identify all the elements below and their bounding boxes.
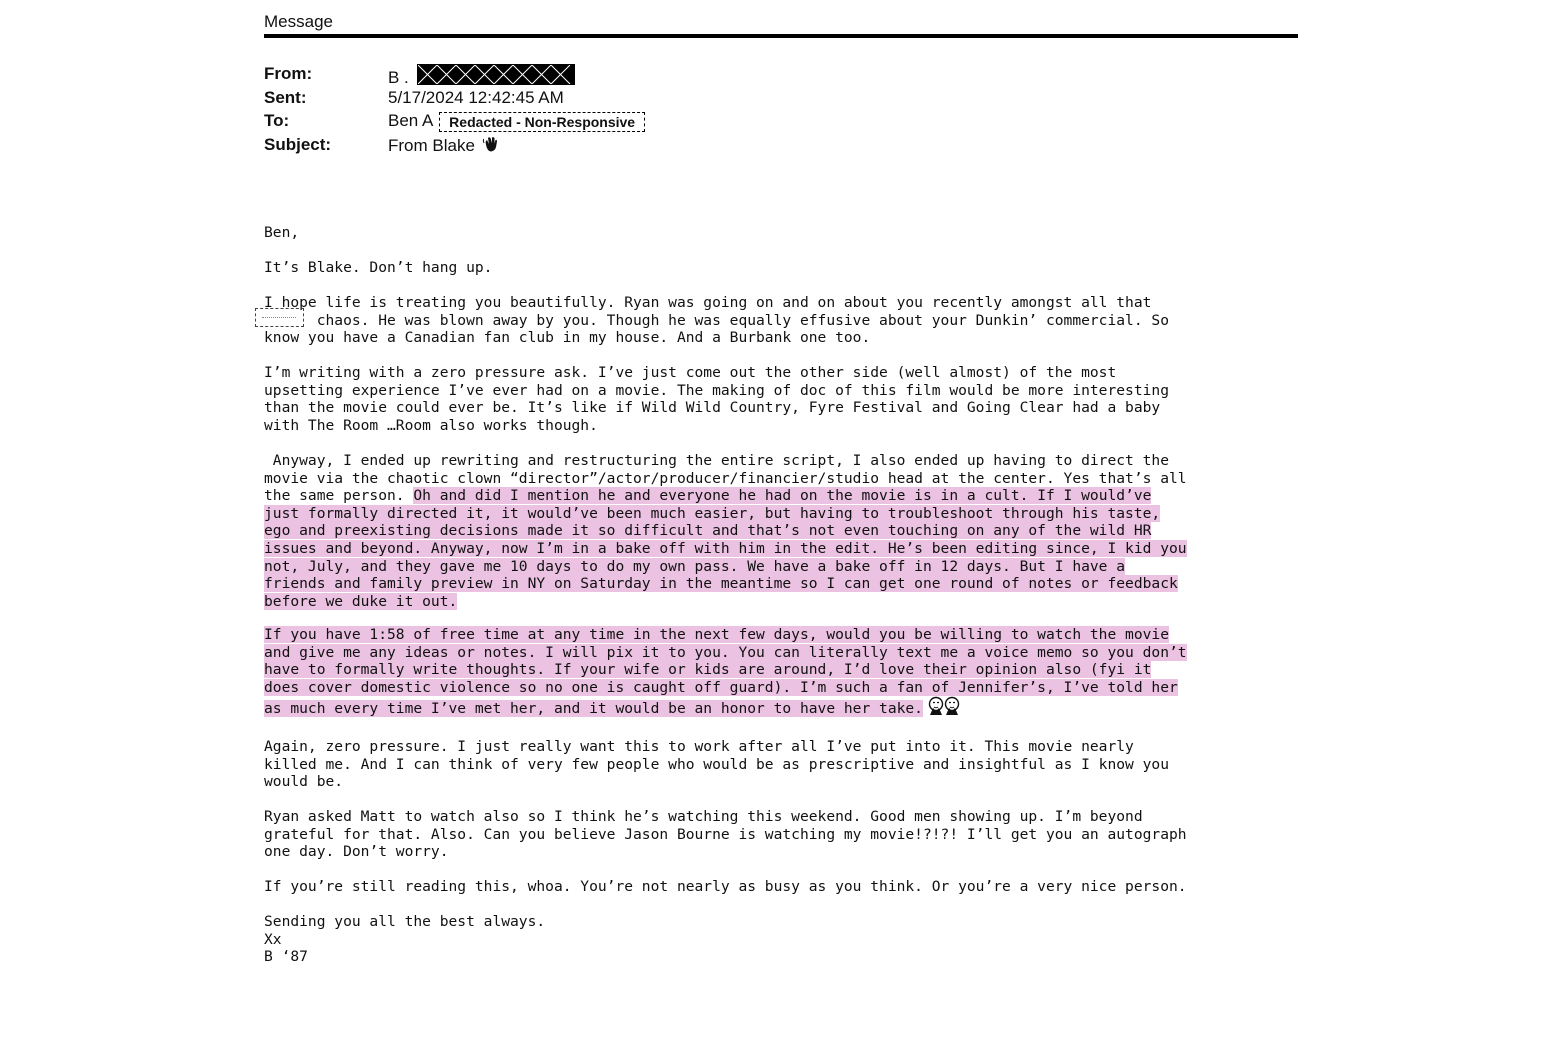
body-line	[264, 661, 1187, 679]
body-line: Xx	[264, 930, 282, 948]
body-line: movie via the chaotic clown “director”/actor/producer/financier/studio head at the center. Yes that’s all	[264, 469, 1187, 487]
paragraph-7	[264, 808, 1187, 861]
body-line	[264, 522, 1187, 540]
paragraph-6	[264, 738, 1169, 791]
waving-hand-icon	[482, 135, 500, 158]
from-label: From:	[264, 64, 313, 83]
body-line	[264, 505, 1187, 523]
body-line: would be.	[264, 773, 344, 791]
sent-label: Sent:	[264, 88, 307, 107]
to-value-text: Ben A	[388, 111, 433, 130]
praying-faces-emoji-icon	[927, 696, 961, 724]
highlighted-text: as much every time I’ve met her, and it would be an honor to have her take.	[264, 700, 923, 718]
redaction-label: Redacted - Non-Responsive	[439, 112, 645, 132]
highlighted-text: before we duke it out.	[264, 592, 458, 610]
subject-value-text: From Blake	[388, 136, 475, 155]
inline-redaction-box	[255, 308, 304, 327]
body-line: If you’re still reading this, whoa. You’re not nearly as busy as you think. Or you’re a very nice person.	[264, 878, 1187, 895]
paragraph-5	[264, 626, 1187, 720]
body-line: Ryan asked Matt to watch also so I think he’s watching this weekend. Good men showing up. I’m beyond	[264, 808, 1143, 825]
highlighted-text: does cover domestic violence so no one is caught off guard). I’m such a fan of Jennifer’s, I’ve told her	[264, 678, 1178, 696]
body-line	[264, 540, 1187, 558]
greeting	[264, 224, 299, 242]
body-line	[264, 644, 1187, 662]
body-line: I’m writing with a zero pressure ask. I’ve just come out the other side (well almost) of the most	[264, 364, 1117, 381]
paragraph-1	[264, 259, 492, 277]
document-label: Message	[264, 12, 333, 31]
closing	[264, 913, 545, 966]
body-line	[264, 593, 1187, 611]
body-line: Again, zero pressure. I just really want this to work after all I’ve put into it. This movie nearly	[264, 738, 1134, 755]
subject-label: Subject:	[264, 135, 332, 154]
body-line: with The Room …Room also works though.	[264, 416, 598, 434]
body-line	[264, 626, 1187, 644]
highlighted-text: have to formally write thoughts. If your wife or kids are around, I’d love their opinion also (fyi it	[264, 661, 1152, 679]
highlighted-text: issues and beyond. Anyway, now I’m in a bake off with him in the edit. He’s been editing since, I kid you	[264, 539, 1187, 557]
highlighted-text: just formally directed it, it would’ve been much easier, but having to troubleshoot through his taste,	[264, 504, 1161, 522]
subject-value	[388, 135, 500, 158]
body-line: know you have a Canadian fan club in my house. And a Burbank one too.	[264, 329, 871, 347]
body-line	[264, 558, 1187, 576]
body-line: I hope life is treating you beautifully. Ryan was going on and on about you recently amongst all that	[264, 294, 1152, 311]
to-value	[388, 111, 645, 132]
body-line: killed me. And I can think of very few people who would be as prescriptive and insightful as I know you	[264, 755, 1169, 773]
body-line: Anyway, I ended up rewriting and restructuring the entire script, I also ended up having to direct the	[264, 452, 1169, 469]
body-line: B ‘87	[264, 948, 308, 966]
body-line: Sending you all the best always.	[264, 913, 546, 930]
highlighted-text: friends and family preview in NY on Saturday in the meantime so I can get one round of notes or feedback	[264, 575, 1178, 593]
body-line: Ben,	[264, 224, 300, 241]
from-value	[388, 64, 575, 88]
body-line: grateful for that. Also. Can you believe Jason Bourne is watching my movie!?!?! I’ll get you an autograph	[264, 825, 1187, 843]
body-line: one day. Don’t worry.	[264, 843, 449, 861]
header-rule	[264, 34, 1298, 38]
body-line: than the movie could ever be. It’s like if Wild Wild Country, Fyre Festival and Going Clear had a baby	[264, 399, 1161, 417]
sent-value: 5/17/2024 12:42:45 AM	[388, 88, 564, 107]
body-line	[264, 575, 1187, 593]
body-line: upsetting experience I’ve ever had on a movie. The making of doc of this film would be more interesting	[264, 381, 1169, 399]
highlighted-text: If you have 1:58 of free time at any time in the next few days, would you be willing to watch the movie	[264, 626, 1169, 643]
from-value-text: B .	[388, 68, 409, 87]
highlighted-text: Oh and did I mention he and everyone he had on the movie is in a cult. If I would’ve	[413, 487, 1152, 505]
body-line	[264, 696, 1187, 720]
body-text-plain: the same person.	[264, 487, 414, 505]
highlighted-text: not, July, and they gave me 10 days to do my own pass. We have a bake off in 12 days. But I have a	[264, 557, 1126, 575]
paragraph-3	[264, 364, 1169, 434]
highlighted-text: ego and preexisting decisions made it so difficult and that’s not even touching on any of the wild HR	[264, 522, 1152, 540]
body-line	[264, 487, 1187, 505]
body-line	[264, 679, 1187, 697]
paragraph-4	[264, 452, 1187, 610]
body-line: It’s Blake. Don’t hang up.	[264, 259, 493, 276]
paragraph-2	[264, 294, 1169, 347]
paragraph-8	[264, 878, 1187, 896]
highlighted-text: and give me any ideas or notes. I will pix it to you. You can literally text me a voice memo so you don’t	[264, 643, 1187, 661]
to-label: To:	[264, 111, 290, 130]
redaction-block	[417, 64, 575, 85]
body-line: chaos. He was blown away by you. Though he was equally effusive about your Dunkin’ commercial. So	[264, 311, 1169, 329]
